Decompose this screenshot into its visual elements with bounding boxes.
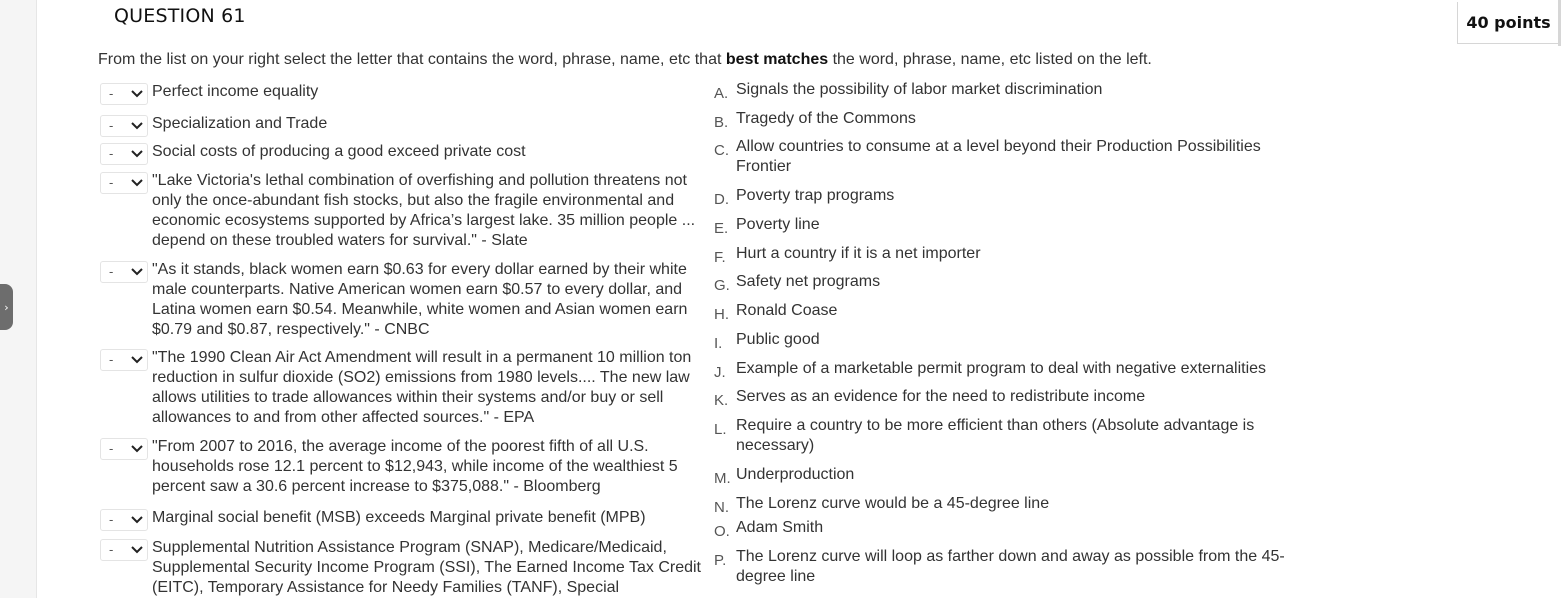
- answer-letter: H.: [714, 306, 729, 323]
- answer-letter: B.: [714, 114, 729, 131]
- answer-letter: O.: [714, 523, 730, 540]
- answer-letter: F.: [714, 249, 726, 266]
- answer-letter: K.: [714, 392, 729, 409]
- answer-text: Tragedy of the Commons: [736, 110, 916, 127]
- answer-letter: P.: [714, 552, 727, 569]
- prompt-text: "As it stands, black women earn $0.63 for every dollar earned by their white male counterparts. Native American women earn $0.57 to every dollar, and Latina women earn $0.54. Meanwhile, white women and Asian women earn $0.79 and $0.87, respectively." - CNBC: [152, 261, 688, 338]
- chevron-down-icon: [131, 267, 143, 277]
- prompt-text: Perfect income equality: [152, 83, 319, 100]
- answer-letter: G.: [714, 277, 730, 294]
- instructions: From the list on your right select the letter that contains the word, phrase, name, etc that best matches the word, phrase, name, etc listed on the left.: [98, 51, 1152, 68]
- answer-select[interactable]: -: [100, 509, 148, 531]
- chevron-down-icon: [131, 355, 143, 365]
- answer-select[interactable]: -: [100, 539, 148, 561]
- answer-text: Signals the possibility of labor market discrimination: [736, 81, 1103, 98]
- answer-letter: A.: [714, 85, 729, 102]
- prompt-text: Specialization and Trade: [152, 115, 328, 132]
- answer-select[interactable]: -: [100, 261, 148, 283]
- answer-text: Safety net programs: [736, 273, 881, 290]
- answer-letter: D.: [714, 191, 729, 208]
- answer-text: The Lorenz curve would be a 45-degree line: [736, 495, 1050, 512]
- answer-select[interactable]: -: [100, 143, 148, 165]
- answer-text: Hurt a country if it is a net importer: [736, 245, 981, 262]
- answer-text: Poverty line: [736, 216, 820, 233]
- answer-text: Require a country to be more efficient than others (Absolute advantage is necessary): [736, 417, 1255, 454]
- answer-letter: L.: [714, 421, 727, 438]
- answer-text: Ronald Coase: [736, 302, 838, 319]
- prompt-text: Social costs of producing a good exceed private cost: [152, 143, 526, 160]
- points-badge: 40 points: [1457, 2, 1559, 44]
- chevron-down-icon: [131, 545, 143, 555]
- chevron-right-icon: ›: [4, 300, 9, 314]
- prompt-text: "The 1990 Clean Air Act Amendment will result in a permanent 10 million ton reduction in sulfur dioxide (SO2) emissions from 1980 levels.... The new law allows utilities to trade allowances within their systems and/or buy or sell allowances to and from other affected sources." - EPA: [152, 349, 692, 426]
- answer-letter: E.: [714, 220, 729, 237]
- question-title: QUESTION 61: [114, 5, 246, 27]
- answer-text: Underproduction: [736, 466, 855, 483]
- answer-letter: N.: [714, 499, 729, 516]
- answer-text: Example of a marketable permit program to deal with negative externalities: [736, 360, 1267, 377]
- answer-text: Poverty trap programs: [736, 187, 895, 204]
- nav-toggle-button[interactable]: [0, 284, 13, 330]
- answer-select[interactable]: -: [100, 172, 148, 194]
- answer-select[interactable]: -: [100, 349, 148, 371]
- prompt-text: Marginal social benefit (MSB) exceeds Marginal private benefit (MPB): [152, 509, 646, 526]
- answer-letter: M.: [714, 470, 731, 487]
- answer-select[interactable]: -: [100, 438, 148, 460]
- chevron-down-icon: [131, 89, 143, 99]
- chevron-down-icon: [131, 515, 143, 525]
- answer-text: Allow countries to consume at a level beyond their Production Possibilities Frontier: [736, 138, 1261, 175]
- answer-text: Adam Smith: [736, 519, 824, 536]
- prompt-text: "Lake Victoria's lethal combination of overfishing and pollution threatens not only the once-abundant fish stocks, but also the fragile environmental and economic ecosystems supported by Africa’s largest lake. 35 million people ... depend on these troubled waters for survival." - Slate: [152, 172, 696, 249]
- answer-select[interactable]: -: [100, 83, 148, 105]
- prompt-text: Supplemental Nutrition Assistance Program (SNAP), Medicare/Medicaid, Supplemental Security Income Program (SSI), The Earned Income Tax Credit (EITC), Temporary Assistance for Needy Families (TANF), Special: [152, 539, 701, 596]
- chevron-down-icon: [131, 444, 143, 454]
- answer-text: The Lorenz curve will loop as farther down and away as possible from the 45-degree line: [736, 548, 1285, 585]
- chevron-down-icon: [131, 149, 143, 159]
- chevron-down-icon: [131, 121, 143, 131]
- answer-select[interactable]: -: [100, 115, 148, 137]
- answer-letter: C.: [714, 142, 729, 159]
- answer-letter: I.: [714, 335, 723, 352]
- answer-letter: J.: [714, 364, 726, 381]
- answer-text: Serves as an evidence for the need to redistribute income: [736, 388, 1146, 405]
- answer-text: Public good: [736, 331, 820, 348]
- chevron-down-icon: [131, 178, 143, 188]
- prompt-text: "From 2007 to 2016, the average income of the poorest fifth of all U.S. households rose 12.1 percent to $12,943, while income of the wealthiest 5 percent saw a 30.6 percent increase to $375,088." - Bloomberg: [152, 438, 678, 495]
